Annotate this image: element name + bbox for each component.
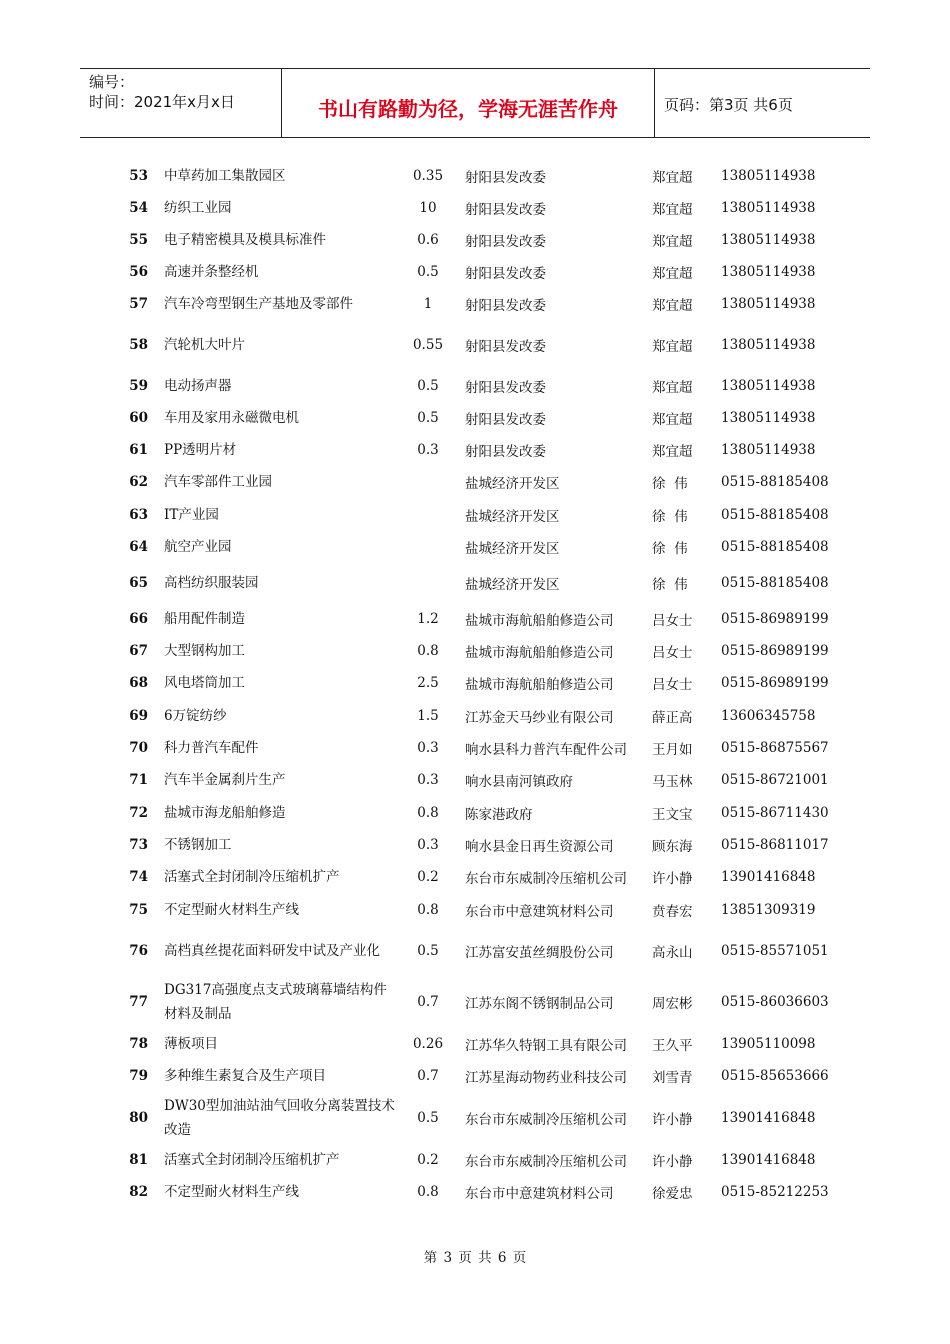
investment-value: 0.8 <box>417 643 439 659</box>
project-name: 汽车冷弯型钢生产基地及零部件 <box>164 296 353 312</box>
project-name: 不定型耐火材料生产线 <box>164 902 299 918</box>
investment-value: 0.5 <box>417 378 439 394</box>
contact-phone: 13805114938 <box>721 442 816 458</box>
row-number: 68 <box>129 675 148 691</box>
row-number: 77 <box>129 994 148 1010</box>
organization: 射阳县发改委 <box>465 444 546 460</box>
contact-phone: 13805114938 <box>721 410 816 426</box>
contact-phone: 13901416848 <box>721 869 816 885</box>
investment-value: 0.5 <box>417 1110 439 1126</box>
investment-value: 0.8 <box>417 805 439 821</box>
contact-phone: 0515-86711430 <box>721 805 829 821</box>
header-page-number: 页码：第3页 共6页 <box>664 95 793 114</box>
project-name: 不定型耐火材料生产线 <box>164 1184 299 1200</box>
project-name: 船用配件制造 <box>164 611 245 627</box>
table-row <box>0 564 950 602</box>
contact-person: 王月如 <box>652 742 693 758</box>
contact-person: 郑宜超 <box>652 380 693 396</box>
row-number: 62 <box>129 474 148 490</box>
organization: 东台市中意建筑材料公司 <box>465 904 614 920</box>
contact-person: 薛正高 <box>652 710 693 726</box>
table-row <box>0 466 950 498</box>
contact-phone: 0515-88185408 <box>721 507 829 523</box>
project-name: 高速并条整经机 <box>164 264 259 280</box>
project-name: 高档纺织服装园 <box>164 575 259 591</box>
organization: 射阳县发改委 <box>465 266 546 282</box>
investment-value: 0.7 <box>417 994 439 1010</box>
contact-phone: 0515-86721001 <box>721 772 829 788</box>
row-number: 54 <box>129 200 148 216</box>
table-row <box>0 325 950 365</box>
header-meta <box>80 69 282 137</box>
project-name: 盐城市海龙船舶修造 <box>164 805 286 821</box>
contact-person: 郑宜超 <box>652 234 693 250</box>
contact-person: 郑宜超 <box>652 202 693 218</box>
table-row <box>0 603 950 635</box>
table-row <box>0 531 950 563</box>
contact-phone: 13805114938 <box>721 378 816 394</box>
investment-value: 0.5 <box>417 264 439 280</box>
page-footer: 第 3 页 共 6 页 <box>423 1250 527 1266</box>
row-number: 64 <box>129 539 148 555</box>
table-row <box>0 1028 950 1060</box>
row-number: 69 <box>129 708 148 724</box>
investment-value: 0.7 <box>417 1068 439 1084</box>
organization: 盐城市海航船舶修造公司 <box>465 645 614 661</box>
table-row <box>0 224 950 256</box>
project-name: 车用及家用永磁微电机 <box>164 410 299 426</box>
investment-value: 0.26 <box>412 1036 444 1052</box>
row-number: 72 <box>129 805 148 821</box>
contact-phone: 13805114938 <box>721 200 816 216</box>
investment-value: 0.5 <box>417 410 439 426</box>
contact-phone: 0515-86036603 <box>721 994 829 1010</box>
project-name: 高档真丝提花面料研发中试及产业化 <box>164 943 380 959</box>
row-number: 74 <box>129 869 148 885</box>
project-name: 薄板项目 <box>164 1036 218 1052</box>
row-number: 79 <box>129 1068 148 1084</box>
investment-value: 0.55 <box>412 337 444 353</box>
contact-person: 王文宝 <box>652 807 693 823</box>
investment-value: 2.5 <box>417 675 439 691</box>
organization: 射阳县发改委 <box>465 339 546 355</box>
investment-value: 0.3 <box>417 740 439 756</box>
project-name: PP透明片材 <box>164 442 237 458</box>
row-number: 67 <box>129 643 148 659</box>
contact-person: 郑宜超 <box>652 339 693 355</box>
row-number: 61 <box>129 442 148 458</box>
project-name: 中草药加工集散园区 <box>164 168 286 184</box>
contact-person: 高永山 <box>652 945 693 961</box>
contact-person: 吕女士 <box>652 613 693 629</box>
contact-person: 吕女士 <box>652 677 693 693</box>
organization: 江苏华久特钢工具有限公司 <box>465 1038 627 1054</box>
table-row <box>0 1060 950 1092</box>
table-row <box>0 434 950 466</box>
contact-person: 徐 伟 <box>652 476 688 492</box>
project-name: DG317高强度点支式玻璃幕墙结构件材料及制品 <box>164 982 387 1022</box>
contact-phone: 0515-86989199 <box>721 611 829 627</box>
contact-person: 郑宜超 <box>652 412 693 428</box>
investment-value: 0.3 <box>417 442 439 458</box>
table-row <box>0 797 950 829</box>
row-number: 65 <box>129 575 148 591</box>
contact-phone: 13901416848 <box>721 1152 816 1168</box>
row-number: 73 <box>129 837 148 853</box>
doc-time-label: 时间：2021年x月x日 <box>89 93 235 111</box>
organization: 盐城经济开发区 <box>465 541 560 557</box>
table-row <box>0 700 950 732</box>
contact-person: 刘雪青 <box>652 1070 693 1086</box>
investment-value: 0.3 <box>417 837 439 853</box>
contact-phone: 0515-85212253 <box>721 1184 829 1200</box>
contact-person: 许小静 <box>652 1154 693 1170</box>
row-number: 63 <box>129 507 148 523</box>
contact-person: 郑宜超 <box>652 266 693 282</box>
organization: 东台市东威制冷压缩机公司 <box>465 1154 627 1170</box>
organization: 盐城经济开发区 <box>465 577 560 593</box>
contact-person: 徐爱忠 <box>652 1186 693 1202</box>
row-number: 70 <box>129 740 148 756</box>
row-number: 75 <box>129 902 148 918</box>
organization: 响水县科力普汽车配件公司 <box>465 742 627 758</box>
contact-phone: 13905110098 <box>721 1036 816 1052</box>
contact-phone: 0515-86875567 <box>721 740 829 756</box>
table-row <box>0 370 950 402</box>
contact-person: 许小静 <box>652 871 693 887</box>
organization: 东台市东威制冷压缩机公司 <box>465 871 627 887</box>
table-row <box>0 635 950 667</box>
project-name: 航空产业园 <box>164 539 232 555</box>
organization: 江苏富安茧丝绸股份公司 <box>465 945 614 961</box>
row-number: 66 <box>129 611 148 627</box>
project-name: IT产业园 <box>164 507 219 523</box>
investment-value: 0.5 <box>417 943 439 959</box>
contact-person: 徐 伟 <box>652 541 688 557</box>
investment-value: 0.6 <box>417 232 439 248</box>
table-row <box>0 894 950 926</box>
contact-phone: 0515-86811017 <box>721 837 829 853</box>
row-number: 60 <box>129 410 148 426</box>
contact-person: 郑宜超 <box>652 444 693 460</box>
organization: 射阳县发改委 <box>465 202 546 218</box>
table-row <box>0 861 950 893</box>
header-motto: 书山有路勤为径，学海无涯苦作舟 <box>282 69 655 137</box>
contact-phone: 13805114938 <box>721 296 816 312</box>
table-row <box>0 160 950 192</box>
row-number: 55 <box>129 232 148 248</box>
table-row <box>0 1097 950 1139</box>
contact-phone: 13805114938 <box>721 232 816 248</box>
contact-person: 徐 伟 <box>652 577 688 593</box>
table-row <box>0 1176 950 1208</box>
project-name: 不锈钢加工 <box>164 837 232 853</box>
project-name: 6万锭纺纱 <box>164 708 227 724</box>
investment-value: 1.5 <box>417 708 439 724</box>
table-row <box>0 256 950 288</box>
table-row <box>0 192 950 224</box>
contact-phone: 13805114938 <box>721 264 816 280</box>
organization: 江苏东阁不锈钢制品公司 <box>465 996 614 1012</box>
contact-person: 周宏彬 <box>652 996 693 1012</box>
contact-phone: 0515-88185408 <box>721 575 829 591</box>
row-number: 58 <box>129 337 148 353</box>
row-number: 71 <box>129 772 148 788</box>
investment-value <box>398 466 458 498</box>
project-name: 汽车零部件工业园 <box>164 474 272 490</box>
row-number: 81 <box>129 1152 148 1168</box>
table-row <box>0 667 950 699</box>
investment-value <box>398 531 458 563</box>
contact-person: 郑宜超 <box>652 170 693 186</box>
contact-person: 郑宜超 <box>652 298 693 314</box>
table-row <box>0 402 950 434</box>
organization: 射阳县发改委 <box>465 298 546 314</box>
investment-value: 0.2 <box>417 1152 439 1168</box>
project-name: 活塞式全封闭制冷压缩机扩产 <box>164 869 340 885</box>
contact-phone: 0515-86989199 <box>721 643 829 659</box>
project-name: 纺织工业园 <box>164 200 232 216</box>
organization: 东台市东威制冷压缩机公司 <box>465 1112 627 1128</box>
contact-phone: 0515-88185408 <box>721 539 829 555</box>
project-name: 多种维生素复合及生产项目 <box>164 1068 326 1084</box>
row-number: 80 <box>129 1110 148 1126</box>
row-number: 56 <box>129 264 148 280</box>
organization: 陈家港政府 <box>465 807 533 823</box>
organization: 射阳县发改委 <box>465 170 546 186</box>
project-name: 大型钢构加工 <box>164 643 245 659</box>
contact-person: 王久平 <box>652 1038 693 1054</box>
investment-value <box>398 499 458 531</box>
organization: 射阳县发改委 <box>465 234 546 250</box>
organization: 盐城经济开发区 <box>465 476 560 492</box>
organization: 射阳县发改委 <box>465 380 546 396</box>
table-row <box>0 977 950 1027</box>
table-row <box>0 1144 950 1176</box>
investment-value: 0.2 <box>417 869 439 885</box>
investment-value: 0.8 <box>417 1184 439 1200</box>
contact-person: 许小静 <box>652 1112 693 1128</box>
organization: 盐城经济开发区 <box>465 509 560 525</box>
table-row <box>0 764 950 796</box>
organization: 盐城市海航船舶修造公司 <box>465 613 614 629</box>
organization: 响水县南河镇政府 <box>465 774 573 790</box>
organization: 江苏金天马纱业有限公司 <box>465 710 614 726</box>
project-name: 科力普汽车配件 <box>164 740 259 756</box>
investment-value: 10 <box>419 200 437 216</box>
project-name: 风电塔筒加工 <box>164 675 245 691</box>
contact-phone: 0515-85571051 <box>721 943 829 959</box>
contact-person: 顾东海 <box>652 839 693 855</box>
contact-phone: 13805114938 <box>721 337 816 353</box>
row-number: 57 <box>129 296 148 312</box>
contact-person: 吕女士 <box>652 645 693 661</box>
row-number: 76 <box>129 943 148 959</box>
organization: 江苏星海动物药业科技公司 <box>465 1070 627 1086</box>
organization: 盐城市海航船舶修造公司 <box>465 677 614 693</box>
contact-phone: 13805114938 <box>721 168 816 184</box>
contact-phone: 13606345758 <box>721 708 816 724</box>
contact-phone: 0515-88185408 <box>721 474 829 490</box>
table-row <box>0 288 950 320</box>
row-number: 82 <box>129 1184 148 1200</box>
contact-phone: 13901416848 <box>721 1110 816 1126</box>
table-row <box>0 499 950 531</box>
project-name: 电动扬声器 <box>164 378 232 394</box>
contact-person: 贲春宏 <box>652 904 693 920</box>
row-number: 59 <box>129 378 148 394</box>
project-name: 活塞式全封闭制冷压缩机扩产 <box>164 1152 340 1168</box>
doc-number-label: 编号： <box>89 73 135 91</box>
project-name: 汽轮机大叶片 <box>164 337 245 353</box>
table-row <box>0 926 950 976</box>
project-name: DW30型加油站油气回收分离装置技术改造 <box>164 1098 395 1138</box>
contact-phone: 13851309319 <box>721 902 816 918</box>
project-name: 汽车半金属刹片生产 <box>164 772 286 788</box>
investment-value: 1 <box>423 296 433 312</box>
investment-value: 0.8 <box>417 902 439 918</box>
contact-person: 徐 伟 <box>652 509 688 525</box>
page-header <box>80 68 870 138</box>
table-row <box>0 732 950 764</box>
investment-value: 0.35 <box>412 168 444 184</box>
contact-phone: 0515-86989199 <box>721 675 829 691</box>
contact-phone: 0515-85653666 <box>721 1068 829 1084</box>
investment-value: 1.2 <box>417 611 439 627</box>
contact-person: 马玉林 <box>652 774 693 790</box>
row-number: 53 <box>129 168 148 184</box>
organization: 射阳县发改委 <box>465 412 546 428</box>
row-number: 78 <box>129 1036 148 1052</box>
investment-value <box>398 564 458 602</box>
table-row <box>0 829 950 861</box>
investment-value: 0.3 <box>417 772 439 788</box>
project-name: 电子精密模具及模具标准件 <box>164 232 326 248</box>
organization: 响水县金日再生资源公司 <box>465 839 614 855</box>
organization: 东台市中意建筑材料公司 <box>465 1186 614 1202</box>
